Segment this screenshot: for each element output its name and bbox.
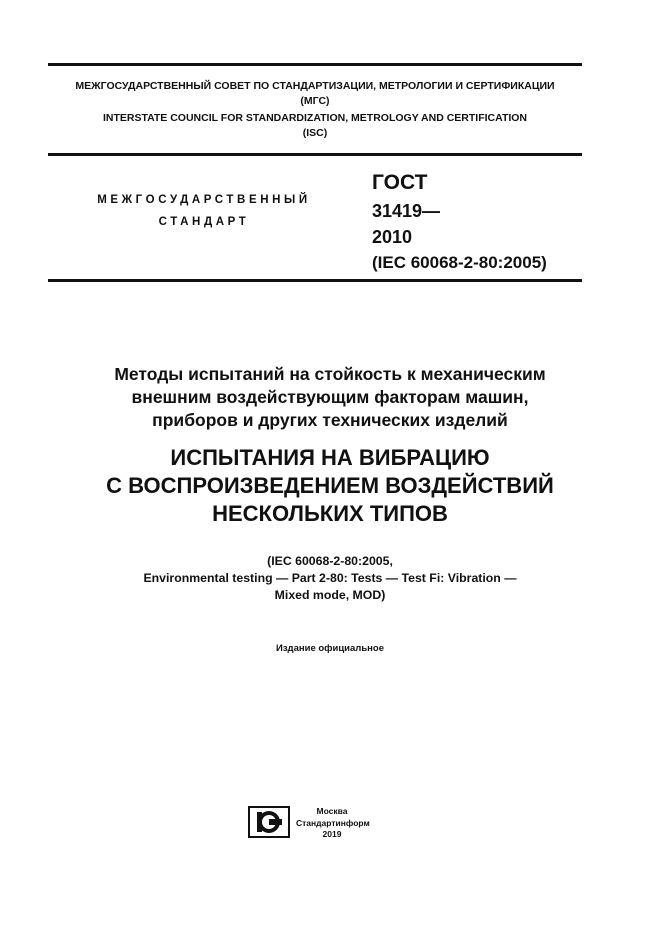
- lower-rule: [48, 279, 582, 282]
- title-line3: НЕСКОЛЬКИХ ТИПОВ: [212, 501, 448, 526]
- publisher-block: [296, 806, 368, 841]
- publisher-name: Стандартинформ: [296, 817, 370, 828]
- standard-number: 31419—: [372, 201, 441, 221]
- publisher-city: Москва: [316, 806, 348, 816]
- subtitle-line3: приборов и других технических изделий: [152, 410, 508, 430]
- council-ru-abbr: (МГС): [300, 95, 330, 107]
- middle-rule: [48, 153, 582, 156]
- intl-line1: (IEC 60068-2-80:2005,: [267, 554, 393, 568]
- title-line1: ИСПЫТАНИЯ НА ВИБРАЦИЮ: [170, 445, 490, 470]
- council-ru: [48, 79, 582, 109]
- intl-line3: Mixed mode, MOD): [274, 588, 386, 602]
- council-en-abbr: (ISC): [302, 127, 328, 139]
- edition-label: Издание официальное: [276, 643, 384, 654]
- document-title: [40, 444, 620, 528]
- standard-equivalent: (IEC 60068-2-80:2005): [372, 253, 547, 272]
- title-line2: С ВОСПРОИЗВЕДЕНИЕМ ВОЗДЕЙСТВИЙ: [106, 473, 554, 498]
- council-ru-name: МЕЖГОСУДАРСТВЕННЫЙ СОВЕТ ПО СТАНДАРТИЗАЦИИ, МЕТРОЛОГИИ И СЕРТИФИКАЦИИ: [75, 80, 555, 92]
- standard-kind-line2: СТАНДАРТ: [158, 216, 250, 228]
- top-rule: [48, 63, 582, 66]
- document-subtitle: [40, 363, 620, 432]
- publisher-year: 2019: [322, 829, 342, 839]
- standard-designation: [372, 168, 547, 275]
- standard-kind-line1: МЕЖГОСУДАРСТВЕННЫЙ: [97, 194, 311, 206]
- standard-prefix: ГОСТ: [372, 171, 428, 194]
- standard-kind: [72, 189, 336, 233]
- council-en: [48, 111, 582, 141]
- standard-year: 2010: [372, 227, 413, 247]
- standartinform-logo-icon: [248, 806, 290, 838]
- council-en-name: INTERSTATE COUNCIL FOR STANDARDIZATION, METROLOGY AND CERTIFICATION: [102, 112, 528, 124]
- international-reference: [40, 553, 620, 604]
- subtitle-line2: внешним воздействующим факторам машин,: [131, 387, 529, 407]
- intl-line2: Environmental testing — Part 2-80: Tests — Test Fi: Vibration —: [143, 571, 517, 585]
- subtitle-line1: Методы испытаний на стойкость к механическим: [114, 364, 546, 384]
